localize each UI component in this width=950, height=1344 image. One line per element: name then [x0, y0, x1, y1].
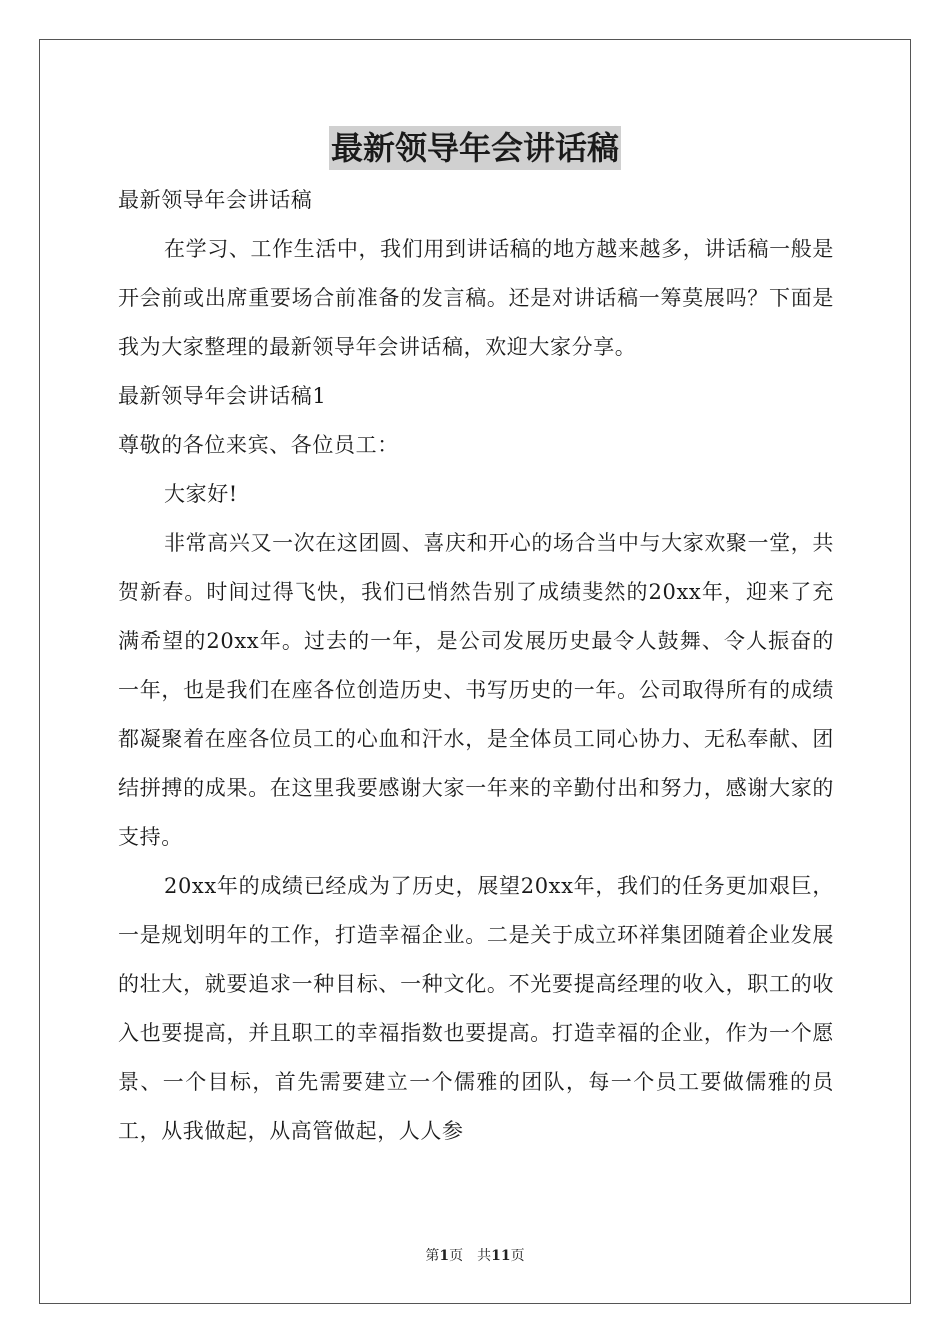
page-footer — [0, 1245, 950, 1265]
paragraph-section-heading: 最新领导年会讲话稿1 — [118, 384, 327, 408]
page-prefix: 第 — [425, 1248, 440, 1264]
document-title: 最新领导年会讲话稿 — [329, 126, 621, 170]
paragraph-intro: 在学习、工作生活中，我们用到讲话稿的地方越来越多，讲话稿一般是开会前或出席重要场合前准备的发言稿。还是对讲话稿一筹莫展吗？下面是我为大家整理的最新领导年会讲话稿，欢迎大家分享。 — [118, 237, 834, 359]
paragraph-body-2: 20xx年的成绩已经成为了历史，展望20xx年，我们的任务更加艰巨，一是规划明年的工作，打造幸福企业。二是关于成立环祥集团随着企业发展的壮大，就要追求一种目标、一种文化。不光要提高经理的收入，职工的收入也要提高，并且职工的幸福指数也要提高。打造幸福的企业，作为一个愿景、一个目标，首先需要建立一个儒雅的团队，每一个员工要做儒雅的员工，从我做起，从高管做起，人人参 — [118, 874, 834, 1143]
paragraph-subtitle: 最新领导年会讲话稿 — [118, 188, 313, 212]
paragraph-greeting: 大家好! — [164, 482, 238, 506]
paragraph-salutation: 尊敬的各位来宾、各位员工： — [118, 433, 399, 457]
page-total: 11 — [491, 1248, 511, 1264]
title-wrap — [0, 126, 950, 170]
paragraph-body-1: 非常高兴又一次在这团圆、喜庆和开心的场合当中与大家欢聚一堂，共贺新春。时间过得飞快，我们已悄然告别了成绩斐然的20xx年，迎来了充满希望的20xx年。过去的一年，是公司发展历史最令人鼓舞、令人振奋的一年，也是我们在座各位创造历史、书写历史的一年。公司取得所有的成绩都凝聚着在座各位员工的心血和汗水，是全体员工同心协力、无私奉献、团结拼搏的成果。在这里我要感谢大家一年来的辛勤付出和努力，感谢大家的支持。 — [118, 531, 834, 849]
page-mid: 页 共 — [449, 1248, 492, 1264]
page-suffix: 页 — [510, 1248, 525, 1264]
page-current: 1 — [439, 1248, 450, 1264]
document-body — [118, 176, 834, 1156]
